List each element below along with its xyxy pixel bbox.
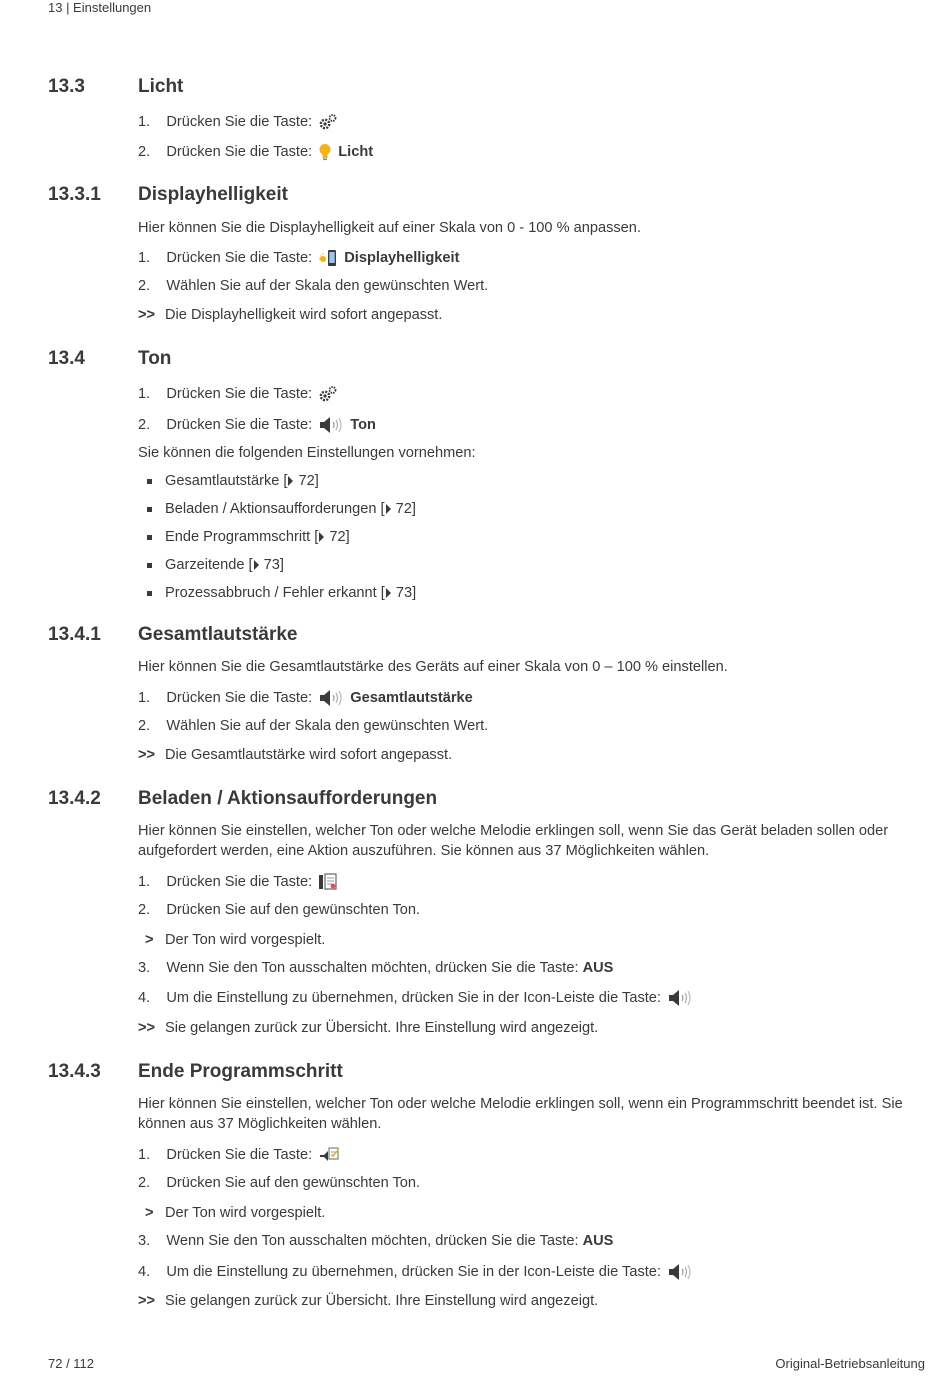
result-marker: >> (138, 747, 156, 763)
step-text: Drücken Sie die Taste: (166, 386, 313, 402)
step-2 (138, 716, 488, 736)
xref-label: Garzeitende [ (165, 557, 253, 573)
xref-page: 72] (325, 529, 350, 545)
interim-marker: > (145, 932, 154, 948)
step-number: 2. (138, 278, 151, 294)
step-number: 1. (138, 1147, 151, 1163)
step-number: 2. (138, 417, 151, 433)
result-marker: >> (138, 307, 156, 323)
xref-label: Gesamtlautstärke [ (165, 473, 288, 489)
list-item[interactable] (165, 527, 350, 547)
step-text: Drücken Sie die Taste: (166, 144, 313, 160)
bullet (147, 535, 152, 540)
interim-text: Der Ton wird vorgespielt. (165, 932, 326, 948)
section-number: 13.4.2 (48, 788, 101, 809)
display-brightness-icon (318, 249, 338, 267)
list-item[interactable] (165, 471, 319, 491)
result-text: Sie gelangen zurück zur Übersicht. Ihre Einstellung wird angezeigt. (165, 1020, 599, 1036)
gear-icon (318, 113, 338, 131)
interim-marker: > (145, 1205, 154, 1221)
result-text: Die Displayhelligkeit wird sofort angepasst. (165, 307, 443, 323)
speaker-icon (667, 989, 693, 1007)
section-number: 13.3 (48, 76, 85, 97)
step-text: Drücken Sie die Taste: (166, 250, 313, 266)
section-intro: Hier können Sie die Displayhelligkeit auf einer Skala von 0 - 100 % anpassen. (138, 220, 641, 236)
step-1 (138, 384, 340, 404)
step-text: Drücken Sie die Taste: (166, 690, 313, 706)
step-1 (138, 112, 340, 132)
xref-label: Prozessabbruch / Fehler erkannt [ (165, 585, 385, 601)
xref-page: 73] (259, 557, 284, 573)
section-title: Licht (138, 76, 184, 97)
xref-page: 72] (391, 501, 416, 517)
xref-page: 73] (391, 585, 417, 601)
result-marker: >> (138, 1020, 156, 1036)
gear-icon (318, 385, 338, 403)
xref-page: 72] (294, 473, 319, 489)
running-header: 13 | Einstellungen (48, 0, 152, 15)
key-label: AUS (582, 960, 614, 976)
xref-label: Beladen / Aktionsaufforderungen [ (165, 501, 385, 517)
bullet (147, 563, 152, 568)
step-number: 4. (138, 1264, 151, 1280)
step-3 (138, 1231, 613, 1251)
section-title: Displayhelligkeit (138, 184, 288, 205)
step-text: Wenn Sie den Ton ausschalten möchten, drücken Sie die Taste: (166, 960, 579, 976)
section-number: 13.4 (48, 348, 85, 369)
step-text: Drücken Sie die Taste: (166, 874, 313, 890)
lightbulb-icon (318, 143, 332, 161)
step-number: 1. (138, 690, 151, 706)
bullet (147, 507, 152, 512)
bullet (147, 479, 152, 484)
step-text: Drücken Sie die Taste: (166, 1147, 313, 1163)
step-2 (138, 276, 488, 296)
step-text: Drücken Sie auf den gewünschten Ton. (166, 902, 421, 918)
result-marker: >> (138, 1293, 156, 1309)
step-text: Drücken Sie die Taste: (166, 114, 313, 130)
step-number: 2. (138, 144, 151, 160)
section-intro: Hier können Sie einstellen, welcher Ton oder welche Melodie erklingen soll, wenn ein Programmschritt beendet ist. Sie können aus 37 Möglichkeiten wählen. (138, 1096, 903, 1132)
step-number: 1. (138, 114, 151, 130)
speaker-icon (318, 689, 344, 707)
step-2 (138, 415, 376, 435)
step-number: 2. (138, 718, 151, 734)
document-title: Original-Betriebsanleitung (775, 1356, 925, 1371)
step-1 (138, 872, 340, 892)
bullet (147, 591, 152, 596)
program-step-end-icon (318, 1146, 340, 1164)
step-4 (138, 1262, 695, 1282)
interim-text: Der Ton wird vorgespielt. (165, 1205, 326, 1221)
step-number: 2. (138, 902, 151, 918)
step-number: 1. (138, 250, 151, 266)
step-number: 1. (138, 874, 151, 890)
step-text: Wenn Sie den Ton ausschalten möchten, drücken Sie die Taste: (166, 1233, 579, 1249)
loading-request-icon (318, 873, 338, 891)
step-1 (138, 1145, 342, 1165)
section-title: Beladen / Aktionsaufforderungen (138, 788, 438, 809)
key-label: Ton (350, 417, 376, 433)
step-3 (138, 958, 613, 978)
key-label: AUS (582, 1233, 614, 1249)
step-text: Um die Einstellung zu übernehmen, drücken Sie in der Icon-Leiste die Taste: (166, 1264, 661, 1280)
speaker-icon (318, 416, 344, 434)
step-number: 2. (138, 1175, 151, 1191)
key-label: Displayhelligkeit (344, 250, 460, 266)
play-triangle-icon (385, 503, 392, 515)
key-label: Gesamtlautstärke (350, 690, 473, 706)
step-2 (138, 142, 373, 162)
step-text: Wählen Sie auf der Skala den gewünschten Wert. (166, 278, 489, 294)
xref-label: Ende Programmschritt [ (165, 529, 319, 545)
result-text: Die Gesamtlautstärke wird sofort angepasst. (165, 747, 453, 763)
speaker-icon (667, 1263, 693, 1281)
step-2 (138, 900, 420, 920)
step-4 (138, 988, 695, 1008)
step-number: 4. (138, 990, 151, 1006)
step-1 (138, 248, 459, 268)
section-intro: Hier können Sie die Gesamtlautstärke des Geräts auf einer Skala von 0 – 100 % einstellen. (138, 659, 728, 675)
step-2 (138, 1173, 420, 1193)
step-number: 3. (138, 1233, 151, 1249)
key-label: Licht (338, 144, 374, 160)
list-item[interactable] (165, 555, 284, 575)
page-number: 72 / 112 (48, 1356, 95, 1371)
list-item[interactable] (165, 583, 416, 603)
step-text: Um die Einstellung zu übernehmen, drücken Sie in der Icon-Leiste die Taste: (166, 990, 661, 1006)
section-number: 13.3.1 (48, 184, 101, 205)
play-triangle-icon (253, 559, 260, 571)
section-title: Ende Programmschritt (138, 1061, 343, 1082)
play-triangle-icon (385, 587, 392, 599)
step-number: 1. (138, 386, 151, 402)
step-text: Drücken Sie auf den gewünschten Ton. (166, 1175, 421, 1191)
section-intro: Sie können die folgenden Einstellungen vornehmen: (138, 445, 476, 461)
step-text: Drücken Sie die Taste: (166, 417, 313, 433)
section-number: 13.4.3 (48, 1061, 101, 1082)
list-item[interactable] (165, 499, 416, 519)
step-text: Wählen Sie auf der Skala den gewünschten Wert. (166, 718, 489, 734)
step-1 (138, 688, 473, 708)
section-title: Gesamtlautstärke (138, 624, 298, 645)
section-intro: Hier können Sie einstellen, welcher Ton oder welche Melodie erklingen soll, wenn Sie das Gerät beladen sollen oder aufgefordert werden, eine Aktion auszuführen. Sie können aus 37 Möglichkeiten wählen. (138, 823, 889, 859)
section-number: 13.4.1 (48, 624, 101, 645)
result-text: Sie gelangen zurück zur Übersicht. Ihre Einstellung wird angezeigt. (165, 1293, 599, 1309)
section-title: Ton (138, 348, 172, 369)
step-number: 3. (138, 960, 151, 976)
